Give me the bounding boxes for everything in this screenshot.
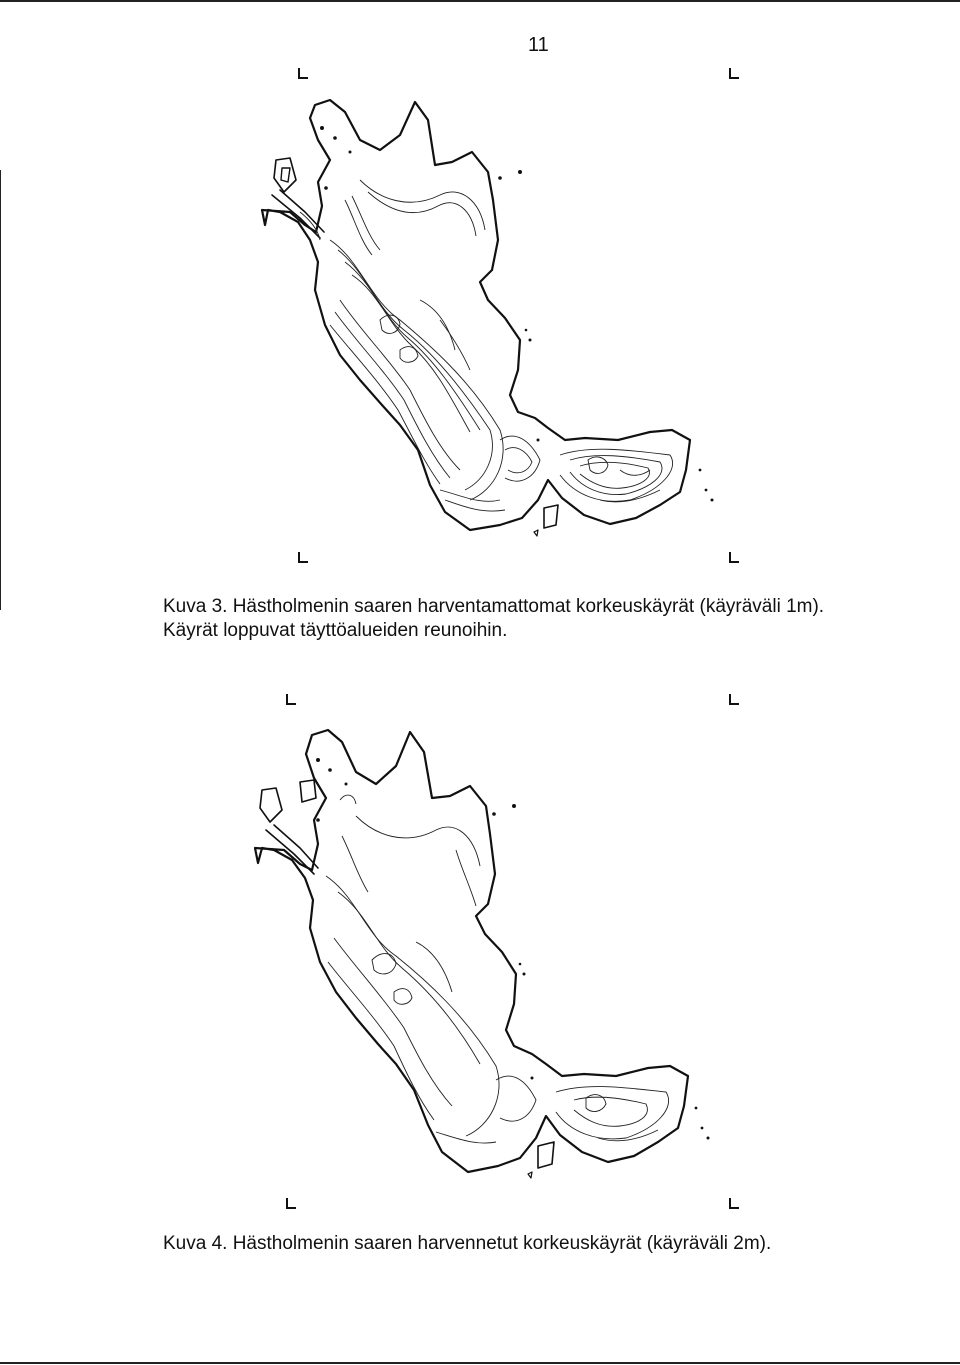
island-coastline: [255, 730, 688, 1172]
rock-dots: [316, 758, 710, 1140]
contour-map-1m: [0, 0, 960, 600]
islet: [528, 1172, 532, 1178]
contour-lines: [326, 795, 669, 1143]
islet: [300, 780, 316, 802]
figure-3-caption-line-2: Käyrät loppuvat täyttöalueiden reunoihin.: [163, 620, 508, 641]
islet: [534, 530, 538, 536]
figure-4-caption: Kuva 4. Hästholmenin saaren harvennetut korkeuskäyrät (käyräväli 2m).: [163, 1233, 772, 1254]
figure-3-caption-line-1: Kuva 3. Hästholmenin saaren harventamattomat korkeuskäyrät (käyräväli 1m).: [163, 596, 825, 617]
islet: [281, 168, 290, 182]
contour-lines: [300, 180, 673, 511]
rock-dots: [320, 126, 714, 502]
bottom-edge-rule: [0, 1362, 960, 1364]
island-coastline: [262, 100, 690, 530]
page-number: 11: [528, 34, 549, 56]
islet: [274, 158, 296, 192]
islet: [260, 788, 282, 822]
islet: [544, 505, 558, 528]
contour-map-2m: [0, 680, 960, 1240]
islet: [538, 1142, 554, 1168]
